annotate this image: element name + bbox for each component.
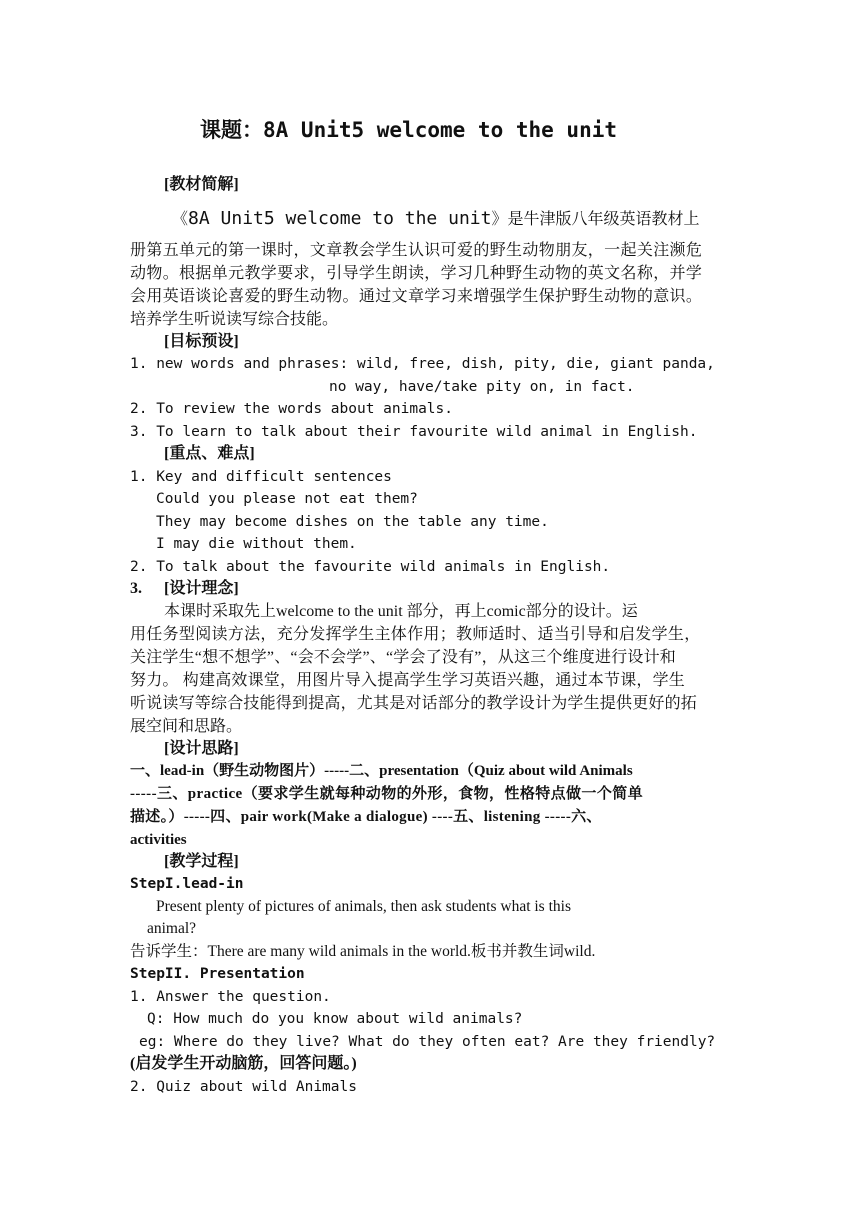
intro-lesson-name: 8A Unit5 welcome to the unit	[188, 208, 492, 229]
step1-line-2: animal?	[147, 920, 197, 937]
page-title: 课题：8A Unit5 welcome to the unit	[200, 118, 618, 142]
section-heading-concept: [设计理念]	[164, 580, 239, 597]
goal-item-1: 1. new words and phrases: wild, free, dish, pity, die, giant panda,	[130, 356, 715, 372]
step2-title: StepII. Presentation	[130, 966, 305, 982]
concept-line-6: 展空间和思路。	[130, 718, 243, 735]
section-heading-textbook: [教材简解]	[164, 176, 239, 193]
step2-line-4: (启发学生开动脑筋，回答问题。)	[130, 1055, 357, 1072]
intro-close-quote: 》是牛津版八年级英语教材上	[491, 211, 700, 228]
concept-line-3: 关注学生“想不想学”、“会不会学”、“学会了没有”，从这三个维度进行设计和	[130, 649, 677, 666]
key-item-2: 2. To talk about the favourite wild animals in English.	[130, 559, 611, 575]
step1-line-1: Present plenty of pictures of animals, then ask students what is this	[156, 898, 571, 915]
step2-line-2: Q: How much do you know about wild animals?	[147, 1011, 523, 1027]
intro-line-3: 动物。根据单元教学要求，引导学生朗读，学习几种野生动物的英文名称，并学	[130, 265, 703, 282]
section-heading-goals: [目标预设]	[164, 333, 239, 350]
key-sentence-3: I may die without them.	[156, 536, 357, 552]
approach-line-2: -----三、practice（要求学生就每种动物的外形，食物，性格特点做一个简单	[130, 786, 644, 802]
step1-title: StepI.lead-in	[130, 876, 244, 892]
approach-line-1: 一、lead-in（野生动物图片）-----二、presentation（Quiz about wild Animals	[130, 763, 633, 779]
intro-first-line	[172, 207, 699, 232]
step1-line-3: 告诉学生：There are many wild animals in the world.板书并教生词wild.	[130, 943, 596, 960]
goal-item-2: 2. To review the words about animals.	[130, 401, 454, 417]
goal-item-1-cont: no way, have/take pity on, in fact.	[329, 379, 635, 395]
step2-line-1: 1. Answer the question.	[130, 989, 331, 1005]
approach-line-4: activities	[130, 832, 187, 848]
section-heading-approach: [设计思路]	[164, 740, 239, 757]
key-sentence-1: Could you please not eat them?	[156, 491, 418, 507]
intro-open-quote: 《	[172, 211, 189, 228]
goal-item-3: 3. To learn to talk about their favourite wild animal in English.	[130, 424, 698, 440]
step2-line-3: eg: Where do they live? What do they often eat? Are they friendly?	[139, 1034, 716, 1050]
approach-line-3: 描述。）-----四、pair work(Make a dialogue) ----五、listening -----六、	[130, 809, 602, 825]
key-sentence-2: They may become dishes on the table any time.	[156, 514, 549, 530]
intro-line-4: 会用英语谈论喜爱的野生动物。通过文章学习来增强学生保护野生动物的意识。	[130, 288, 703, 305]
key-item-1: 1. Key and difficult sentences	[130, 469, 392, 485]
concept-line-5: 听说读写等综合技能得到提高，尤其是对话部分的教学设计为学生提供更好的拓	[130, 695, 698, 712]
concept-number: 3.	[130, 580, 142, 597]
concept-line-1: 本课时采取先上welcome to the unit 部分，再上comic部分的设计。运	[164, 603, 638, 620]
section-heading-process: [教学过程]	[164, 853, 239, 870]
concept-line-2: 用任务型阅读方法，充分发挥学生主体作用；教师适时、适当引导和启发学生，	[130, 626, 701, 643]
section-heading-key-points: [重点、难点]	[164, 445, 255, 462]
concept-line-4: 努力。 构建高效课堂，用图片导入提高学生学习英语兴趣，通过本节课，学生	[130, 672, 686, 689]
step2-line-5: 2. Quiz about wild Animals	[130, 1079, 357, 1095]
intro-line-2: 册第五单元的第一课时，文章教会学生认识可爱的野生动物朋友，一起关注濒危	[130, 242, 703, 259]
intro-line-5: 培养学生听说读写综合技能。	[130, 311, 339, 328]
